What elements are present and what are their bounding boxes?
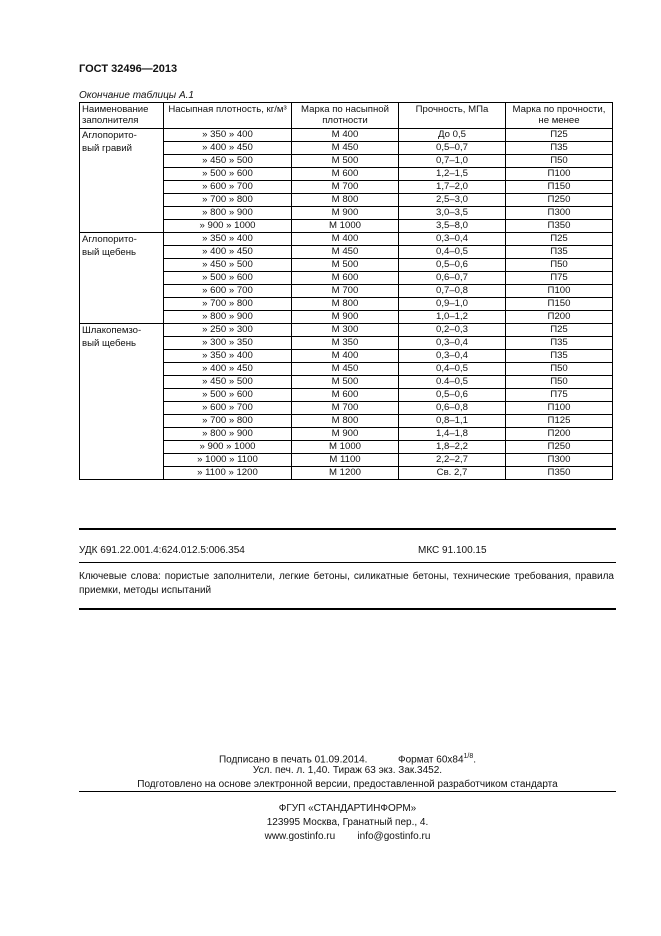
strength-grade-cell: П350 [506, 220, 613, 233]
strength-grade-cell: П200 [506, 428, 613, 441]
strength-cell: 3,0–3,5 [399, 207, 506, 220]
strength-cell: 0,4–0,5 [399, 363, 506, 376]
mks-code: МКС 91.100.15 [418, 545, 487, 556]
imprint-format: Формат 60x84 [397, 754, 464, 766]
header-strength-grade: Марка по прочности, не менее [506, 103, 613, 129]
strength-cell: 1,4–1,8 [399, 428, 506, 441]
strength-grade-cell: П75 [506, 272, 613, 285]
strength-grade-cell: П150 [506, 181, 613, 194]
bulk-density-cell: » 500 » 600 [164, 168, 292, 181]
footer-bottom-rule [79, 608, 616, 610]
strength-cell: 1,0–1,2 [399, 311, 506, 324]
strength-cell: 0,5–0,7 [399, 142, 506, 155]
strength-grade-cell: П25 [506, 324, 613, 337]
density-grade-cell: М 1000 [292, 220, 399, 233]
strength-grade-cell: П250 [506, 194, 613, 207]
table-header-row [80, 103, 613, 129]
imprint-org: ФГУП «СТАНДАРТИНФОРМ» [278, 803, 417, 814]
strength-cell: 3,5–8,0 [399, 220, 506, 233]
strength-grade-cell: П35 [506, 246, 613, 259]
strength-grade-cell: П50 [506, 376, 613, 389]
strength-grade-cell: П35 [506, 337, 613, 350]
bulk-density-cell: » 450 » 500 [164, 259, 292, 272]
imprint-prepared: Подготовлено на основе электронной версии, предоставленной разработчиком стандарта [137, 779, 558, 790]
header-aggregate-name: Наименование заполнителя [80, 103, 164, 129]
bulk-density-cell: » 400 » 450 [164, 246, 292, 259]
density-grade-cell: М 500 [292, 155, 399, 168]
strength-cell: 0,9–1,0 [399, 298, 506, 311]
header-bulk-density: Насыпная плотность, кг/м³ [164, 103, 292, 129]
density-grade-cell: М 400 [292, 233, 399, 246]
aggregate-table [79, 102, 613, 480]
imprint-email[interactable]: info@gostinfo.ru [357, 831, 431, 842]
strength-grade-cell: П75 [506, 389, 613, 402]
strength-cell: До 0,5 [399, 129, 506, 142]
aggregate-name-line: Аглопорито- [82, 234, 137, 245]
table-caption: Окончание таблицы А.1 [79, 90, 194, 101]
density-grade-cell: М 400 [292, 129, 399, 142]
imprint-signed-line: Подписано в печать 01.09.2014. Формат $60x84^{1/8}$. [218, 753, 477, 766]
strength-cell: 0,8–1,1 [399, 415, 506, 428]
strength-cell: 1,8–2,2 [399, 441, 506, 454]
header-density-grade: Марка по насыпной плотности [292, 103, 399, 129]
strength-grade-cell: П25 [506, 233, 613, 246]
strength-cell: 0,6–0,7 [399, 272, 506, 285]
bulk-density-cell: » 350 » 400 [164, 350, 292, 363]
strength-grade-cell: П100 [506, 402, 613, 415]
strength-grade-cell: П250 [506, 441, 613, 454]
strength-grade-cell: П25 [506, 129, 613, 142]
aggregate-name-line: Шлакопемзо- [82, 325, 142, 336]
density-grade-cell: М 450 [292, 363, 399, 376]
strength-grade-cell: П300 [506, 207, 613, 220]
strength-cell: 0,7–0,8 [399, 285, 506, 298]
strength-grade-cell: П50 [506, 259, 613, 272]
strength-cell: 0,5–0,6 [399, 389, 506, 402]
strength-cell: 0,2–0,3 [399, 324, 506, 337]
density-grade-cell: М 1000 [292, 441, 399, 454]
strength-cell: 0,3–0,4 [399, 337, 506, 350]
bulk-density-cell: » 900 » 1000 [164, 220, 292, 233]
bulk-density-cell: » 600 » 700 [164, 181, 292, 194]
aggregate-name-cell [80, 324, 164, 480]
table-row [80, 233, 613, 246]
strength-cell: 0.4–0,5 [399, 376, 506, 389]
strength-grade-cell: П50 [506, 155, 613, 168]
table-row [80, 324, 613, 337]
bulk-density-cell: » 800 » 900 [164, 207, 292, 220]
density-grade-cell: М 800 [292, 298, 399, 311]
bulk-density-cell: » 600 » 700 [164, 402, 292, 415]
strength-cell: 0,6–0,8 [399, 402, 506, 415]
strength-grade-cell: П100 [506, 168, 613, 181]
density-grade-cell: М 600 [292, 168, 399, 181]
density-grade-cell: М 600 [292, 272, 399, 285]
bulk-density-cell: » 400 » 450 [164, 142, 292, 155]
bulk-density-cell: » 450 » 500 [164, 155, 292, 168]
bulk-density-cell: » 250 » 300 [164, 324, 292, 337]
bulk-density-cell: » 700 » 800 [164, 415, 292, 428]
bulk-density-cell: » 350 » 400 [164, 233, 292, 246]
strength-cell: 0,5–0,6 [399, 259, 506, 272]
footer-middle-rule [79, 562, 616, 563]
density-grade-cell: М 1100 [292, 454, 399, 467]
bulk-density-cell: » 400 » 450 [164, 363, 292, 376]
header-strength: Прочность, МПа [399, 103, 506, 129]
density-grade-cell: М 800 [292, 415, 399, 428]
density-grade-cell: М 700 [292, 402, 399, 415]
density-grade-cell: М 900 [292, 207, 399, 220]
imprint-website[interactable]: www.gostinfo.ru [264, 831, 336, 842]
strength-cell: 1,7–2,0 [399, 181, 506, 194]
strength-grade-cell: П100 [506, 285, 613, 298]
bulk-density-cell: » 800 » 900 [164, 428, 292, 441]
keywords: Ключевые слова: пористые заполнители, легкие бетоны, силикатные бетоны, технические требования, правила приемки, методы испытаний [79, 571, 614, 596]
strength-cell: 1,2–1,5 [399, 168, 506, 181]
strength-cell: 0,4–0,5 [399, 246, 506, 259]
density-grade-cell: М 450 [292, 142, 399, 155]
density-grade-cell: М 350 [292, 337, 399, 350]
strength-cell: 2,5–3,0 [399, 194, 506, 207]
bulk-density-cell: » 1100 » 1200 [164, 467, 292, 480]
density-grade-cell: М 600 [292, 389, 399, 402]
strength-cell: 2,2–2,7 [399, 454, 506, 467]
aggregate-name-line: вый щебень [82, 338, 137, 349]
footer-top-rule [79, 528, 616, 530]
bulk-density-cell: » 450 » 500 [164, 376, 292, 389]
strength-cell: 0,7–1,0 [399, 155, 506, 168]
strength-grade-cell: П300 [506, 454, 613, 467]
density-grade-cell: М 900 [292, 428, 399, 441]
imprint-format-fraction: 1/8 [463, 753, 474, 760]
strength-grade-cell: П35 [506, 142, 613, 155]
strength-cell: 0,3–0,4 [399, 233, 506, 246]
density-grade-cell: М 1200 [292, 467, 399, 480]
density-grade-cell: М 500 [292, 376, 399, 389]
strength-grade-cell: П150 [506, 298, 613, 311]
aggregate-name-line: Аглопорито- [82, 130, 137, 141]
aggregate-name-line: вый гравий [82, 143, 133, 154]
aggregate-name-line: вый щебень [82, 247, 137, 258]
bulk-density-cell: » 1000 » 1100 [164, 454, 292, 467]
standard-number: ГОСТ 32496—2013 [79, 63, 178, 75]
bulk-density-cell: » 600 » 700 [164, 285, 292, 298]
imprint-rule [79, 791, 616, 792]
density-grade-cell: М 450 [292, 246, 399, 259]
density-grade-cell: М 900 [292, 311, 399, 324]
density-grade-cell: М 400 [292, 350, 399, 363]
strength-grade-cell: П125 [506, 415, 613, 428]
density-grade-cell: М 700 [292, 285, 399, 298]
imprint-contacts [79, 830, 616, 843]
table-row [80, 129, 613, 142]
strength-cell: 0,3–0,4 [399, 350, 506, 363]
strength-grade-cell: П50 [506, 363, 613, 376]
bulk-density-cell: » 800 » 900 [164, 311, 292, 324]
bulk-density-cell: » 900 » 1000 [164, 441, 292, 454]
bulk-density-cell: » 700 » 800 [164, 298, 292, 311]
density-grade-cell: М 700 [292, 181, 399, 194]
density-grade-cell: М 300 [292, 324, 399, 337]
bulk-density-cell: » 300 » 350 [164, 337, 292, 350]
aggregate-name-cell [80, 129, 164, 233]
strength-cell: Св. 2,7 [399, 467, 506, 480]
udk-code: УДК 691.22.001.4:624.012.5:006.354 [79, 545, 245, 556]
strength-grade-cell: П200 [506, 311, 613, 324]
imprint-address: 123995 Москва, Гранатный пер., 4. [266, 817, 429, 828]
imprint-signed: Подписано в печать 01.09.2014. [218, 754, 368, 766]
aggregate-name-cell [80, 233, 164, 324]
bulk-density-cell: » 350 » 400 [164, 129, 292, 142]
table-body [80, 129, 613, 480]
density-grade-cell: М 500 [292, 259, 399, 272]
bulk-density-cell: » 700 » 800 [164, 194, 292, 207]
strength-grade-cell: П35 [506, 350, 613, 363]
imprint-print-sheets: Усл. печ. л. 1,40. Тираж 63 экз. Зак.3452. [252, 765, 443, 776]
bulk-density-cell: » 500 » 600 [164, 389, 292, 402]
density-grade-cell: М 800 [292, 194, 399, 207]
strength-grade-cell: П350 [506, 467, 613, 480]
bulk-density-cell: » 500 » 600 [164, 272, 292, 285]
